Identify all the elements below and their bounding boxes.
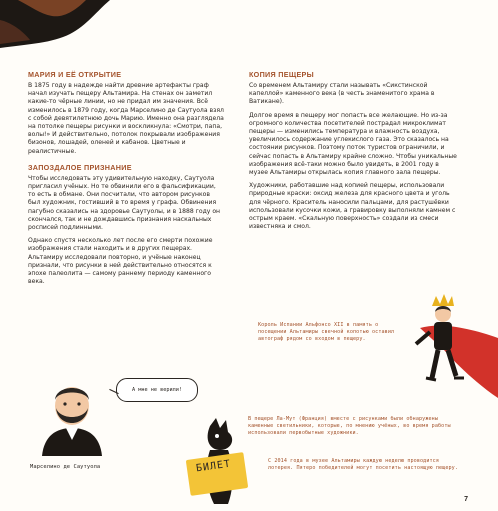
- caption-portrait: Марселино де Саутуола: [30, 464, 101, 470]
- speech-bubble-text: А мне не верили!: [132, 387, 182, 393]
- paragraph: Долгое время в пещеру мог попасть все желающие. Но из-за огромного количества посетителей пострадал микроклимат пещеры — изменились температура и влажность воздуха, увеличилось содержание углекислого газа. Это сказалось на состоянии рисунков. Поэтому поток туристов ограничили, и сейчас попасть в Альтамиру крайне сложно. Чтобы уникальные изображения всё-таки можно было увидеть, в 2001 году в музее Альтамиры открылась копия главного зала пещеры.: [249, 111, 457, 177]
- portrait-illustration: [30, 376, 114, 456]
- speech-bubble: [116, 378, 198, 402]
- paragraph: В 1875 году в надежде найти древние артефакты граф начал изучать пещеру Альтамира. На стенах он заметил какие-то чёрные линии, но не придал им значения. Всё изменилось в 1879 году, когда Марселино де Саутуола взял с собой девятилетнюю дочь Марию. Именно она разглядела на потолке пещеры рисунки и воскликнула: «Смотри, папа, волы!» И действительно, потолок покрывали изображения бизонов, лошадей, оленей и кабанов. Цветные и реалистичные.: [28, 82, 224, 155]
- paragraph: Чтобы исследовать эту удивительную находку, Саутуола пригласил учёных. Но те обвинили его в фальсификации, то есть в обмане. Они посчитали, что автором рисунков был художник, гостивший в то время у графа. Обвинения пагубно сказались на здоровье Саутуолы, и в 1888 году он скончался, так и не дождавшись признания наскальных росписей подлинными.: [28, 174, 221, 232]
- section-title-cave-copy: КОПИЯ ПЕЩЕРЫ: [249, 70, 314, 79]
- left-column: [28, 70, 224, 291]
- paragraph: Однако спустя несколько лет после его смерти похожие изображения стали находить и в других пещерах. Альтамиру исследовали повторно, и учёные наконец признали, что рисунки в ней действительно относятся к эпохе палеолита — самому раннему периоду каменного века.: [28, 237, 213, 286]
- paragraph: Со временем Альтамиру стали называть «Сикстинской капеллой» каменного века (в честь знаменитого храма в Ватикане).: [249, 82, 435, 106]
- king-illustration: [400, 288, 498, 398]
- section-title-recognition: ЗАПОЗДАЛОЕ ПРИЗНАНИЕ: [28, 162, 132, 172]
- ticket-label: БИЛЕТ: [195, 458, 232, 475]
- right-column: [249, 70, 459, 236]
- caption-lottery: С 2014 года в музее Альтамиры каждую неделю проводится лотерея. Пятеро победителей могут посетить настоящую пещеру.: [268, 458, 459, 472]
- section-title-discovery: МАРИЯ И ЕЁ ОТКРЫТИЕ: [28, 70, 122, 79]
- caption-king: Король Испании Альфонсо XII в память о посещении Альтамиры свечной копотью оставил автограф рядом со входом в пещеру.: [258, 322, 395, 343]
- paragraph: Художники, работавшие над копией пещеры, использовали природные краски: оксид железа для красного цвета и уголь для чёрного. Краситель наносили пальцами, для растушёвки использовали кусочки кожи, а гравировку выполняли камнем с острым краем. «Скальную поверхность» создали из смеси известняка и смол.: [249, 182, 456, 231]
- cave-art-corner: [0, 0, 110, 48]
- page-number: 7: [464, 496, 468, 503]
- caption-france: В пещере Ла-Мут (Франция) вместе с рисунками были обнаружены каменные светильники, которые, по мнению учёных, во время работы использовали первобытные художники.: [248, 416, 451, 437]
